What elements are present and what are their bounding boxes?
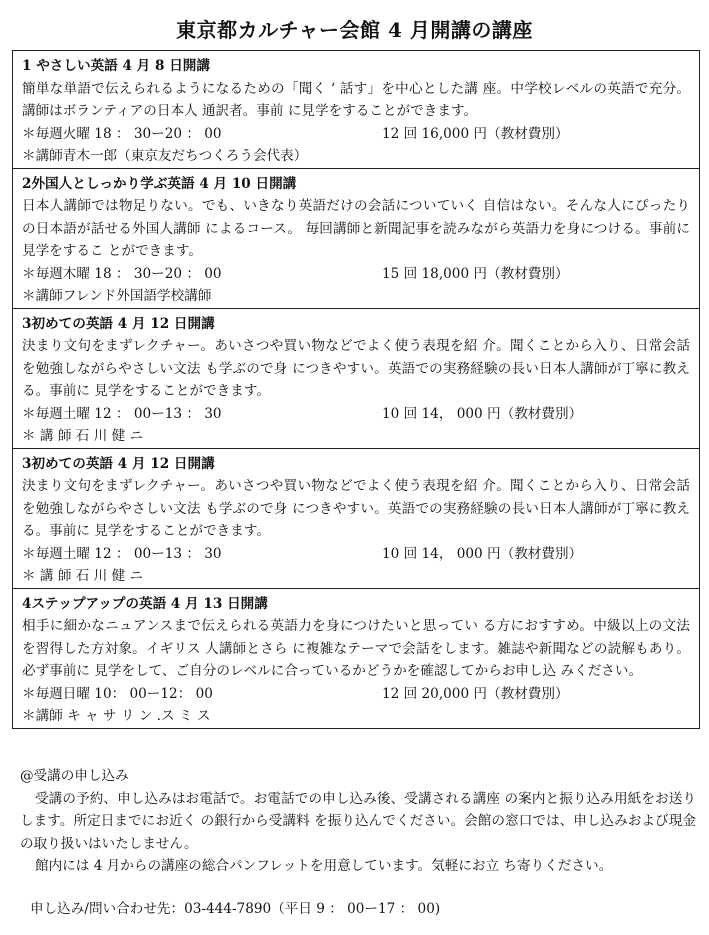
- course-block: [13, 51, 699, 169]
- course-instructor: ＊ 講 師 石 川 健 ニ: [22, 568, 144, 584]
- course-fee: 12 回 20,000 円（教材費別）: [382, 685, 569, 702]
- course-instructor: ＊講師フレンド外国語学校講師: [22, 288, 212, 304]
- course-instructor: ＊講師青木一郎（東京友だちつくろう会代表）: [22, 148, 308, 164]
- course-schedule: ＊毎週土曜 12 ： 00ー13 ： 30: [22, 545, 222, 562]
- course-title: 3初めての英語 4 月 12 日開講: [22, 455, 215, 472]
- course-schedule-row: [22, 403, 690, 426]
- course-title: 4ステップアップの英語 4 月 13 日開講: [22, 595, 268, 612]
- course-block: [13, 309, 699, 449]
- course-schedule-row: [22, 263, 690, 286]
- notes-heading: @受講の申し込み: [20, 768, 129, 784]
- course-schedule: ＊毎週木曜 18 ： 30ー20 ： 00: [22, 265, 222, 282]
- contact-info: 申し込み/問い合わせ先：03-444-7890（平日 9 ： 00ー17 ： 00): [30, 901, 441, 917]
- course-block: [13, 589, 699, 729]
- course-title: 1 やさしい英語 4 月 8 日開講: [22, 58, 210, 74]
- course-title: 3初めての英語 4 月 12 日開講: [22, 315, 215, 332]
- course-description: 簡単な単語で伝えられるようになるための「聞く ‘ 話す」を中心とした講 座。中学校レベルの英語で充分。講師はボランティアの日本人 通訳者。事前 に見学をすることができます。: [22, 80, 690, 119]
- course-instructor: ＊ 講 師 石 川 健 ニ: [22, 428, 144, 444]
- course-schedule-row: [22, 123, 690, 146]
- course-fee: 10 回 14， 000 円（教材費別）: [382, 405, 583, 422]
- course-description: 相手に細かなニュアンスまで伝えられる英語力を身につけたいと思ってい る方におすすめ。中級以上の文法を習得した方対象。イギリス 人講師とさら に複雑なテーマで会話をします。雑誌や新聞などの読解もあり。必ず事前に 見学をして、ご自分のレベルに合っているかどうかを確認してからお申し込 みください。: [22, 618, 690, 679]
- notes-paragraph: 受講の予約、申し込みはお電話で。お電話での申し込み後、受講される講座 の案内と振り込み用紙をお送りします。所定日までにお近く の銀行から受講料 を振り込んでください。会館の窓口では、申し込みおよび現金の取り扱いはいたしません。: [20, 790, 696, 852]
- application-notes: [20, 765, 696, 878]
- course-title: 2外国人としっかり学ぶ英語 4 月 10 日開講: [22, 175, 297, 192]
- course-description: 決まり文句をまずレクチャー。あいさつや買い物などでよく使う表現を紹 介。聞くことから入り、日常会話を勉強しながらやさしい文法 も学ぶので身 につきやすい。英語での実務経験の長い日本人講師が丁寧に教える。事前に 見学をすることができます。: [22, 338, 690, 399]
- page-title: 東京都カルチャー会館 4 月開講の講座: [176, 18, 533, 42]
- course-description: 決まり文句をまずレクチャー。あいさつや買い物などでよく使う表現を紹 介。聞くことから入り、日常会話を勉強しながらやさしい文法 も学ぶので身 につきやすい。英語での実務経験の長い日本人講師が丁寧に教える。事前に 見学をすることができます。: [22, 478, 690, 539]
- course-schedule: ＊毎週土曜 12 ： 00ー13 ： 30: [22, 405, 222, 422]
- course-list: [12, 50, 700, 729]
- course-schedule: ＊毎週日曜 10： 00ー12： 00: [22, 685, 213, 702]
- course-instructor: ＊講師 キ ャ サ リ ン .ス ミ ス: [22, 708, 211, 724]
- course-fee: 15 回 18,000 円（教材費別）: [382, 265, 569, 282]
- course-block: [13, 169, 699, 309]
- course-block: [13, 449, 699, 589]
- course-fee: 10 回 14， 000 円（教材費別）: [382, 545, 583, 562]
- course-schedule: ＊毎週火曜 18 ： 30ー20 ： 00: [22, 125, 222, 142]
- course-fee: 12 回 16,000 円（教材費別）: [382, 125, 569, 142]
- course-schedule-row: [22, 683, 690, 706]
- course-description: 日本人講師では物足りない。でも、いきなり英語だけの会話についていく 自信はない。そんな人にぴったりの日本語が話せる外国人講師 によるコース。 毎回講師と新聞記事を読みながら英語力を身につける。事前に見学をするこ とができます。: [22, 198, 690, 259]
- course-schedule-row: [22, 543, 690, 566]
- notes-paragraph: 館内には 4 月からの講座の総合パンフレットを用意しています。気軽にお立 ち寄りください。: [35, 858, 613, 874]
